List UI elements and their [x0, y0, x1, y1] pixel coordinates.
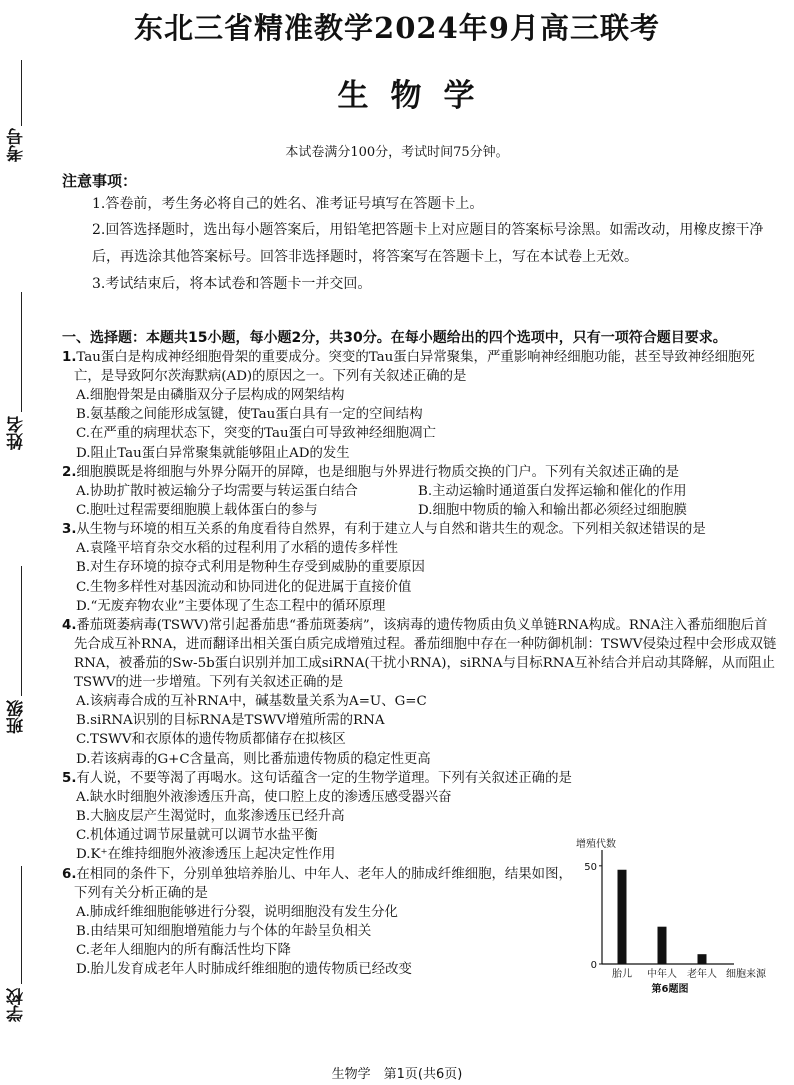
bar-2	[658, 927, 667, 964]
x-tick-label: 中年人	[647, 969, 677, 980]
class-label: 班级	[7, 700, 27, 734]
option-b: B.氨基酸之间能形成氢键，使Tau蛋白具有一定的空间结构	[76, 407, 423, 423]
question-4	[62, 616, 780, 769]
figure-caption: 第6题图	[651, 984, 689, 995]
option-b: B.由结果可知细胞增殖能力与个体的年龄呈负相关	[76, 923, 372, 939]
y-tick-label: 50	[584, 861, 597, 873]
question-1	[62, 348, 780, 463]
question-2	[62, 463, 780, 520]
class-line	[21, 566, 22, 696]
option-a: A.该病毒合成的互补RNA中，碱基数量关系为A=U、G=C	[76, 694, 427, 710]
option-d: D.细胞中物质的输入和输出都必须经过细胞膜	[418, 503, 687, 519]
exam-info: 本试卷满分100分，考试时间75分钟。	[285, 145, 509, 160]
option-a: A.协助扩散时被运输分子均需要与转运蛋白结合	[76, 483, 358, 499]
option-c: C.机体通过调节尿量就可以调节水盐平衡	[76, 828, 318, 844]
option-b: B.主动运输时通道蛋白发挥运输和催化的作用	[418, 483, 687, 499]
notes-title: 注意事项：	[62, 172, 138, 190]
bar-3	[698, 954, 707, 964]
option-d: D.阻止Tau蛋白异常聚集就能够阻止AD的发生	[76, 445, 350, 461]
subject-title: 生物学	[337, 78, 497, 114]
x-tick-label: 老年人	[687, 969, 717, 980]
option-c: C.TSWV和衣原体的遗传物质都储存在拟核区	[76, 732, 346, 748]
option-a: A.袁隆平培育杂交水稻的过程利用了水稻的遗传多样性	[76, 541, 398, 557]
question-number: 5.	[62, 770, 77, 786]
option-b: B.siRNA识别的目标RNA是TSWV增殖所需的RNA	[76, 713, 385, 729]
question-number: 4.	[62, 618, 77, 634]
option-d: D.“无废弃物农业”主要体现了生态工程中的循环原理	[76, 598, 386, 614]
question-number: 3.	[62, 522, 77, 538]
question-number: 6.	[62, 866, 77, 882]
bar-1	[618, 870, 627, 964]
option-d: D.胎儿发育成老年人时肺成纤维细胞的遗传物质已经改变	[76, 962, 412, 978]
option-c: C.胞吐过程需要细胞膜上载体蛋白的参与	[76, 503, 318, 519]
bar-chart	[574, 836, 784, 996]
option-c: C.在严重的病理状态下，突变的Tau蛋白可导致神经细胞凋亡	[76, 426, 436, 442]
question-number: 2.	[62, 464, 77, 480]
exam-number-label: 考号	[7, 128, 27, 162]
option-c: C.生物多样性对基因流动和协同进化的促进属于直接价值	[76, 579, 412, 595]
option-a: A.缺水时细胞外液渗透压升高，使口腔上皮的渗透压感受器兴奋	[76, 789, 452, 805]
option-d: D.若该病毒的G+C含量高，则比番茄遗传物质的稳定性更高	[76, 751, 431, 767]
name-label: 姓名	[7, 416, 27, 450]
question-stem: Tau蛋白是构成神经细胞骨架的重要成分。突变的Tau蛋白异常聚集，严重影响神经细胞功能，甚至导致神经细胞死亡，是导致阿尔茨海默病(AD)的原因之一。下列有关叙述正确的是	[74, 350, 755, 384]
question-number: 1.	[62, 350, 77, 365]
y-tick-label: 0	[590, 960, 597, 971]
note-item: 3.考试结束后，将本试卷和答题卡一并交回。	[92, 276, 372, 292]
option-a: A.细胞骨架是由磷脂双分子层构成的网架结构	[76, 388, 345, 403]
question-stem: 番茄斑萎病毒(TSWV)常引起番茄患“番茄斑萎病”，该病毒的遗传物质由负义单链RNA构成。RNA注入番茄细胞后首先合成互补RNA，进而翻译出相关蛋白质完成增殖过程。番茄细胞中存在一种防御机制：TSWV侵染过程中会形成双链RNA，被番茄的Sw-5b蛋白识别并加工成siRNA(干扰小RNA)，siRNA与目标RNA互补结合并启动其降解，从而阻止TSWV的进一步增殖。下列有关叙述正确的是	[74, 618, 777, 691]
page-footer: 生物学 第1页(共6页)	[331, 1067, 463, 1082]
name-line	[21, 292, 22, 412]
question-6-figure	[574, 836, 784, 996]
note-item: 1.答卷前，考生务必将自己的姓名、准考证号填写在答题卡上。	[92, 196, 484, 212]
exam-title: 东北三省精准教学2024年9月高三联考	[134, 11, 660, 45]
option-b: B.大脑皮层产生渴觉时，血浆渗透压已经升高	[76, 809, 345, 825]
x-tick-label: 胎儿	[612, 969, 632, 980]
section-heading: 一、选择题：本题共15小题，每小题2分，共30分。在每小题给出的四个选项中，只有一项符合题目要求。	[62, 330, 727, 346]
question-stem: 细胞膜既是将细胞与外界分隔开的屏障，也是细胞与外界进行物质交换的门户。下列有关叙述正确的是	[76, 464, 679, 480]
question-stem: 在相同的条件下，分别单独培养胎儿、中年人、老年人的肺成纤维细胞，结果如图，下列有关分析正确的是	[74, 866, 572, 901]
school-label: 学校	[7, 988, 27, 1022]
option-c: C.老年人细胞内的所有酶活性均下降	[76, 943, 291, 959]
x-axis-label: 细胞来源	[726, 969, 766, 980]
question-3	[62, 520, 780, 616]
note-item: 2.回答选择题时，选出每小题答案后，用铅笔把答题卡上对应题目的答案标号涂黑。如需改动，用橡皮擦干净后，再选涂其他答案标号。回答非选择题时，将答案写在答题卡上，写在本试卷上无效。	[92, 222, 764, 265]
question-stem: 从生物与环境的相互关系的角度看待自然界，有利于建立人与自然和谐共生的观念。下列相关叙述错误的是	[76, 522, 706, 538]
question-stem: 有人说，不要等渴了再喝水。这句话蕴含一定的生物学道理。下列有关叙述正确的是	[76, 770, 572, 786]
school-line	[21, 866, 22, 984]
option-d: D.K⁺在维持细胞外液渗透压上起决定性作用	[76, 847, 336, 863]
option-b: B.对生存环境的掠夺式利用是物种生存受到威胁的重要原因	[76, 560, 425, 576]
option-a: A.肺成纤维细胞能够进行分裂，说明细胞没有发生分化	[76, 904, 398, 920]
y-axis-label: 增殖代数	[576, 839, 616, 850]
